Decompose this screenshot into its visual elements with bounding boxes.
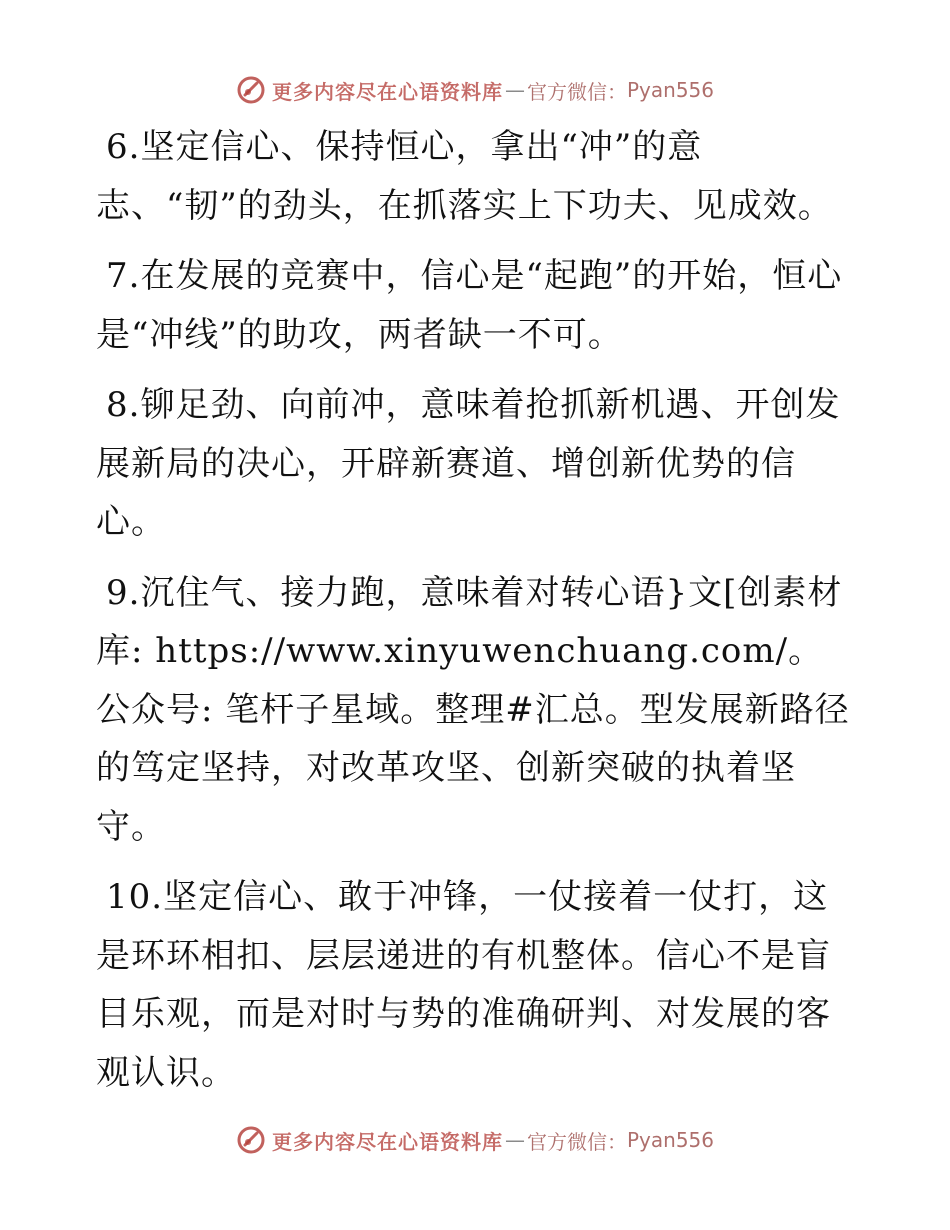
footer-watermark bbox=[0, 1120, 950, 1160]
paragraph-text: 在发展的竞赛中，信心是“起跑”的开始，恒心是“冲线”的助攻，两者缺一不可。 bbox=[96, 256, 843, 355]
paragraph-6 bbox=[96, 118, 856, 235]
watermark-separator: — bbox=[504, 78, 525, 102]
paragraph-text: 坚定信心、保持恒心，拿出“冲”的意志、“韧”的劲头，在抓落实上下功夫、见成效。 bbox=[96, 127, 833, 226]
watermark-text: 更多内容尽在心语资料库 bbox=[271, 79, 503, 104]
watermark-separator: — bbox=[504, 1128, 525, 1152]
paragraph-9 bbox=[96, 564, 856, 857]
paragraph-text: 沉住气、接力跑，意味着对转心语}文[创素材库: https://www.xinyuwenchuang.com/。公众号: 笔杆子星域。整理#汇总。型发展新路径的笃定坚持，对改革攻坚、创新突破的执着坚守。 bbox=[96, 572, 850, 847]
watermark-contact-id: Pyan556 bbox=[626, 1128, 714, 1152]
paragraph-number: 8. bbox=[106, 385, 141, 425]
header-watermark bbox=[0, 70, 950, 110]
watermark-contact-label: 官方微信： bbox=[526, 79, 627, 104]
paragraph-7 bbox=[96, 247, 856, 364]
watermark-text: 更多内容尽在心语资料库 bbox=[271, 1129, 503, 1154]
paragraph-number: 7. bbox=[106, 256, 141, 296]
paragraph-text: 铆足劲、向前冲，意味着抢抓新机遇、开创发展新局的决心，开辟新赛道、增创新优势的信心。 bbox=[96, 385, 841, 542]
brand-logo-icon bbox=[236, 75, 266, 105]
watermark-contact-label: 官方微信： bbox=[526, 1129, 627, 1154]
paragraph-number: 9. bbox=[106, 572, 141, 613]
paragraph-number: 6. bbox=[106, 127, 141, 167]
watermark-contact-id: Pyan556 bbox=[626, 78, 714, 102]
paragraph-number: 10. bbox=[106, 877, 164, 917]
paragraph-8 bbox=[96, 376, 856, 552]
document-body bbox=[96, 118, 856, 1114]
paragraph-10 bbox=[96, 868, 856, 1102]
brand-logo-icon bbox=[236, 1125, 266, 1155]
paragraph-text: 坚定信心、敢于冲锋，一仗接着一仗打，这是环环相扣、层层递进的有机整体。信心不是盲目乐观，而是对时与势的准确研判、对发展的客观认识。 bbox=[96, 877, 831, 1093]
